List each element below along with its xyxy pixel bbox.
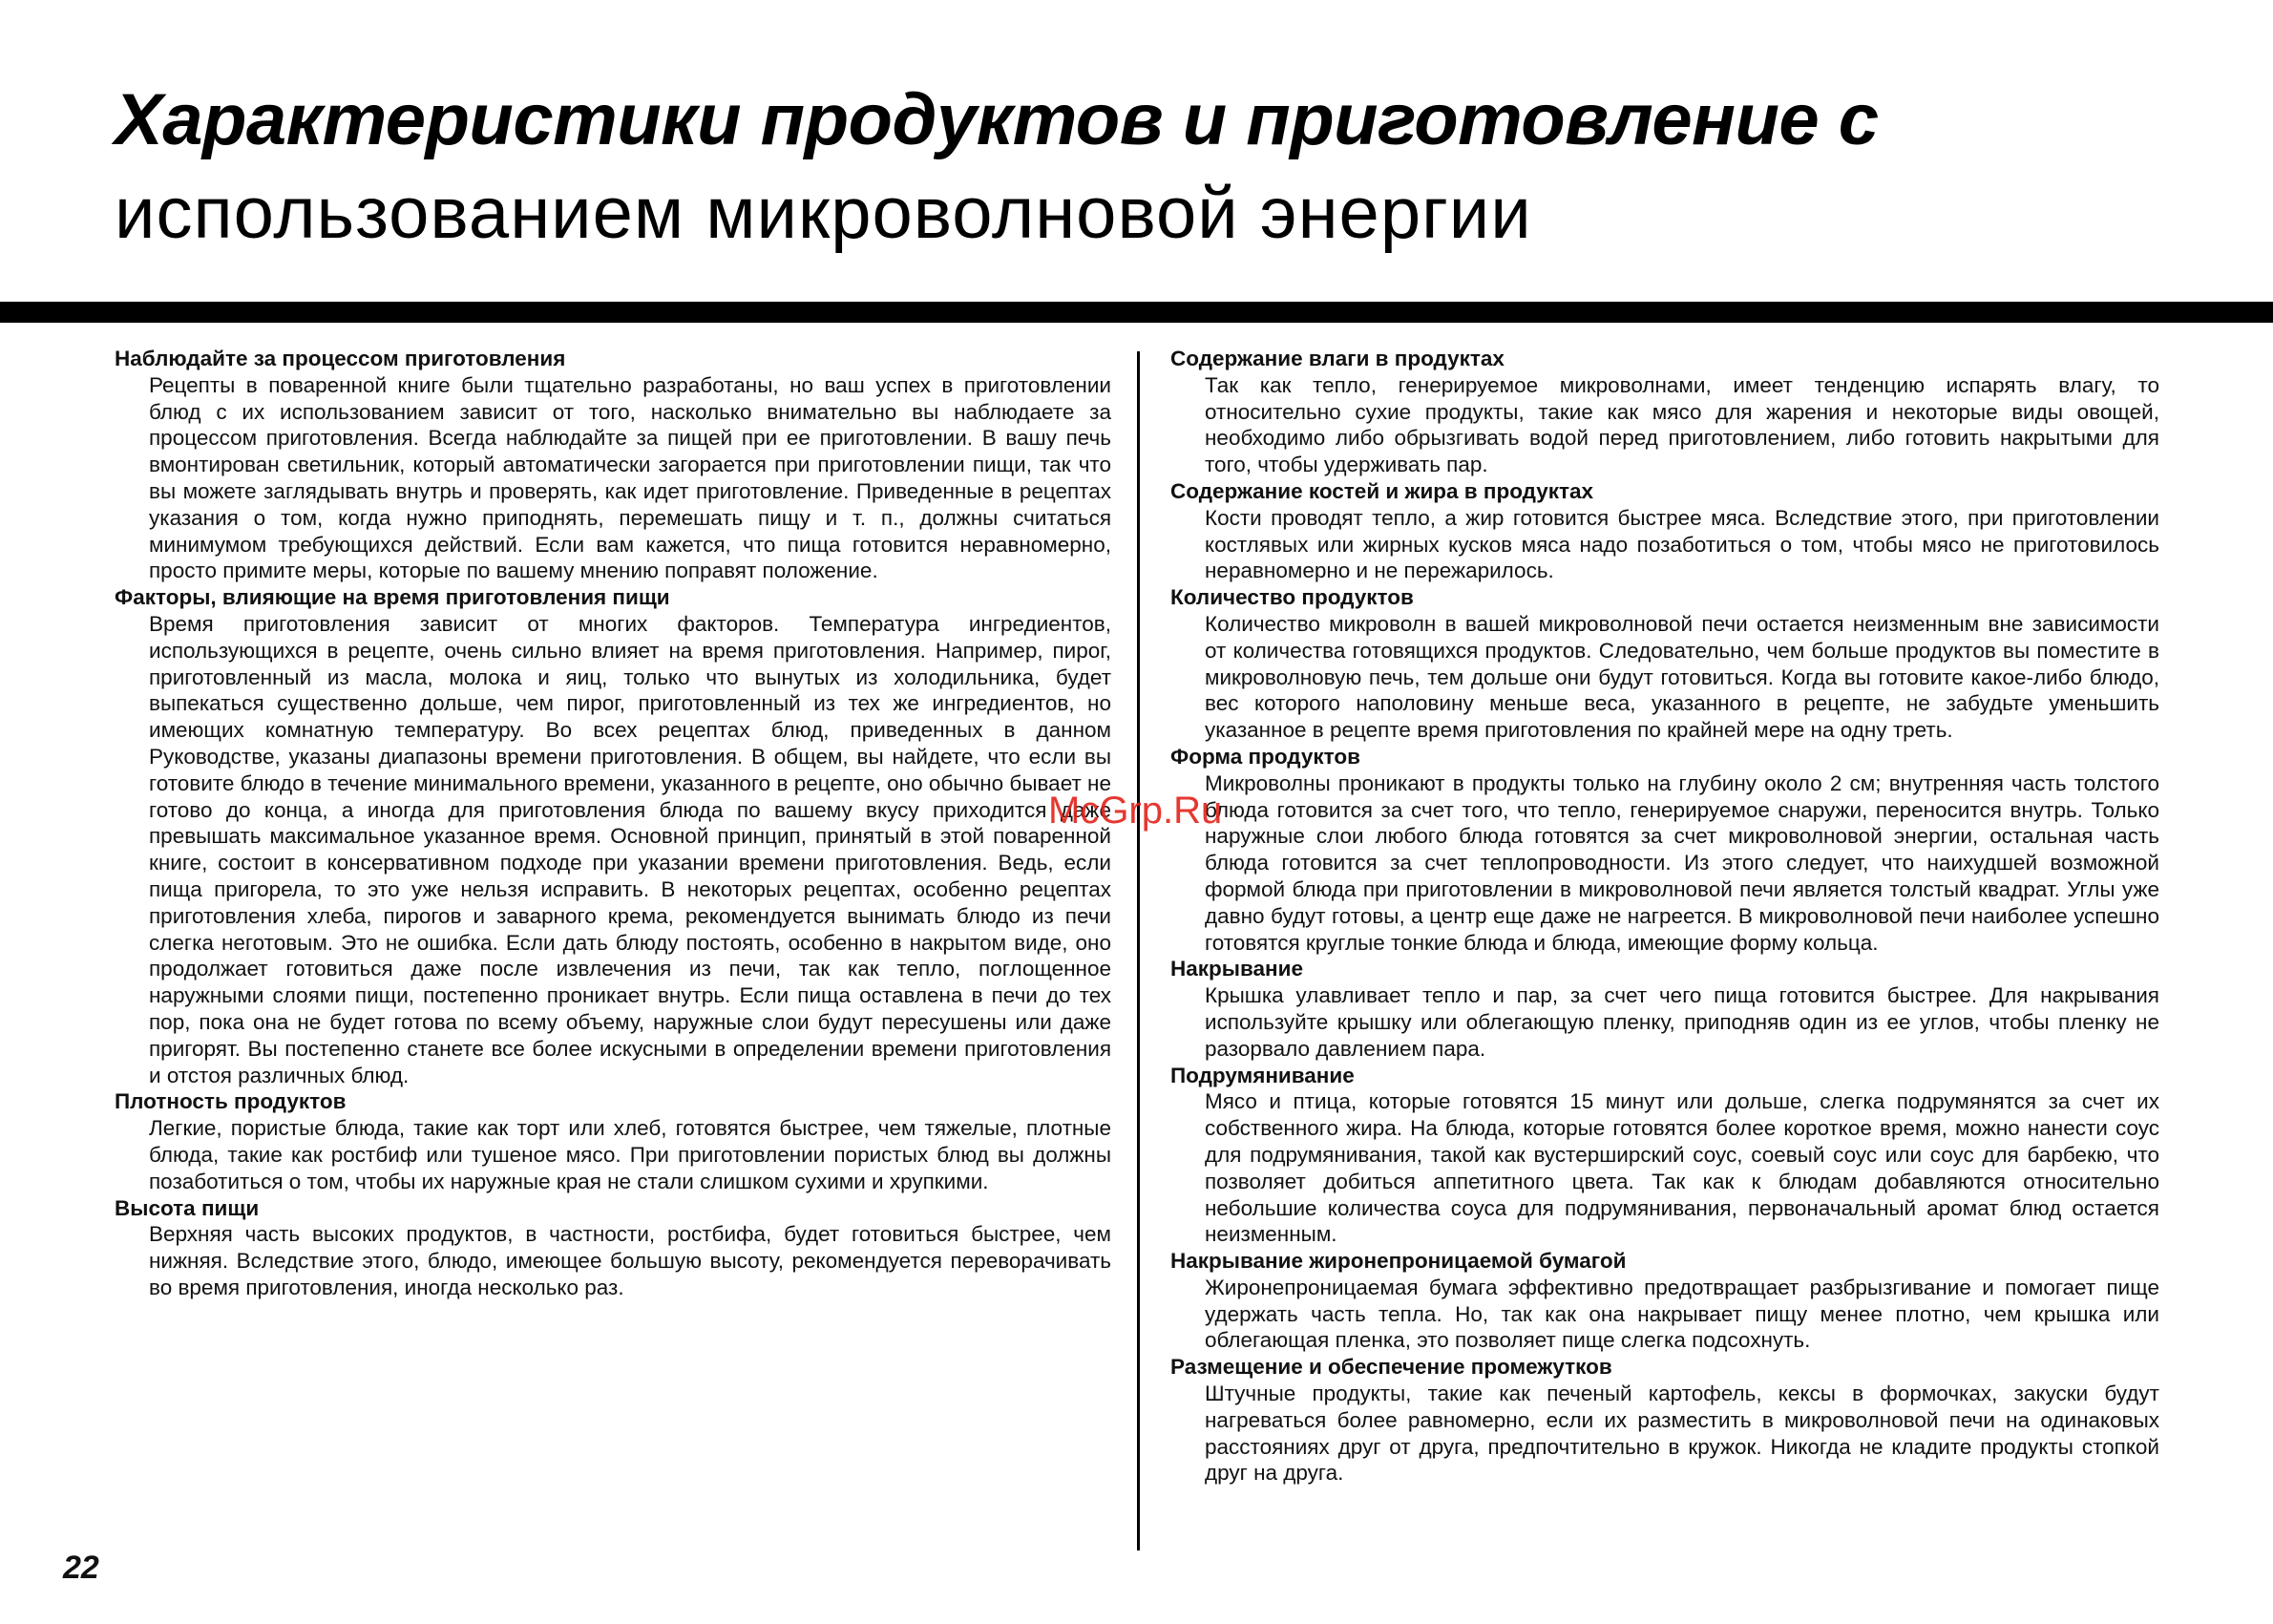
right-column	[1170, 346, 2159, 1487]
section-heading: Факторы, влияющие на время приготовления пищи	[115, 585, 670, 610]
section-text: Жиронепроницаемая бумага эффективно предотвращает разбрызгивание и помогает пище удержать часть тепла. Но, так как она накрывает пищу менее плотно, чем крышка или облегающая пленка, это позволяет пище слегка подсохнуть.	[1205, 1275, 2159, 1353]
page-title-line-2: использованием микроволновой энергии	[115, 173, 1532, 254]
section-heading: Количество продуктов	[1170, 585, 1414, 610]
page-title	[115, 74, 2215, 262]
section-waxed-paper	[1170, 1248, 2159, 1354]
section-heading: Наблюдайте за процессом приготовления	[115, 347, 566, 370]
section-bones-fat	[1170, 478, 2159, 584]
section-text: Так как тепло, генерируемое микроволнами, имеет тенденцию испарять влагу, то относительно сухие продукты, такие как мясо для жарения и некоторые виды овощей, необходимо либо обрызгивать водой перед приготовлением, либо готовить накрытыми для того, чтобы удерживать пар.	[1205, 372, 2159, 477]
section-food-shape	[1170, 744, 2159, 956]
section-text: Мясо и птица, которые готовятся 15 минут или дольше, слегка подрумянятся за счет их собственного жира. На блюда, которые готовятся более короткое время, можно нанести соус для подрумянивания, такой как вустерширский соус, соевый соус или соус для барбекю, что позволяет добиться аппетитного цвета. Так как к блюдам добавляются относительно небольшие количества соуса для подрумянивания, первоначальный аромат блюд остается неизменным.	[1205, 1089, 2159, 1247]
section-heading: Подрумянивание	[1170, 1063, 1355, 1087]
section-watch-cooking	[115, 346, 1111, 584]
column-divider	[1137, 351, 1140, 1550]
section-cooking-time-factors	[115, 584, 1111, 1088]
section-heading: Размещение и обеспечение промежутков	[1170, 1355, 1612, 1380]
section-food-density	[115, 1088, 1111, 1194]
section-heading: Содержание влаги в продуктах	[1170, 347, 1505, 370]
left-column	[115, 346, 1111, 1301]
section-food-height	[115, 1195, 1111, 1301]
section-browning	[1170, 1063, 2159, 1249]
section-heading: Накрывание жиронепроницаемой бумагой	[1170, 1249, 1627, 1274]
page-number: 22	[63, 1550, 99, 1586]
section-spacing	[1170, 1354, 2159, 1487]
section-heading: Содержание костей и жира в продуктах	[1170, 478, 1594, 503]
section-text: Время приготовления зависит от многих факторов. Температура ингредиентов, использующихся в рецепте, очень сильно влияет на время приготовления. Например, пирог, приготовленный из масла, молока и яиц, только что вынутых из холодильника, будет выпекаться существенно дольше, чем пирог, приготовленный из тех же ингредиентов, но имеющих комнатную температуру. Во всех рецептах блюд, приведенных в данном Руководстве, указаны диапазоны времени приготовления. В общем, вы найдете, что если вы готовите блюдо в течение минимального времени, указанного в рецепте, оно обычно бывает не готово до конца, а иногда для приготовления блюда по вашему вкусу приходится даже превышать максимальное указанное время. Основной принцип, принятый в этой поваренной книге, состоит в консервативном подходе при указании времени приготовления. Ведь, если пища пригорела, то это уже нельзя исправить. В некоторых рецептах, особенно рецептах приготовления хлеба, пирогов и заварного крема, рекомендуется вынимать блюдо из печи слегка неготовым. Это не ошибка. Если дать блюду постоять, особенно в накрытом виде, оно продолжает готовиться даже после извлечения из печи, так как тепло, поглощенное наружными слоями пищи, постепенно проникает внутрь. Если пища оставлена в печи до тех пор, пока она не будет готова по всему объему, наружные слои будут пересушены или даже пригорят. Вы постепенно станете все более искусными в определении времени приготовления и отстоя различных блюд.	[149, 611, 1111, 1087]
section-covering	[1170, 956, 2159, 1062]
watermark: McGrp.Ru	[1048, 790, 1223, 832]
section-heading: Плотность продуктов	[115, 1089, 347, 1114]
section-food-quantity	[1170, 584, 2159, 744]
section-text: Количество микроволн в вашей микроволновой печи остается неизменным вне зависимости от количества готовящихся продуктов. Следовательно, чем больше продуктов вы поместите в микроволновую печь, тем дольше они будут готовиться. Когда вы готовите какое-либо блюдо, вес которого наполовину меньше веса, указанного в рецепте, не забудьте уменьшить указанное в рецепте время приготовления по крайней мере на одну треть.	[1205, 611, 2159, 743]
section-text: Микроволны проникают в продукты только на глубину около 2 см; внутренняя часть толстого блюда готовится за счет того, что тепло, генерируемое снаружи, переносится внутрь. Только наружные слои любого блюда готовятся за счет микроволновой энергии, остальная часть блюда готовится за счет теплопроводности. Из этого следует, что наихудшей возможной формой блюда при приготовлении в микроволновой печи является толстый квадрат. Углы уже давно будут готовы, а центр еще даже не нагреется. В микроволновой печи наиболее успешно готовятся круглые тонкие блюда и блюда, имеющие форму кольца.	[1205, 770, 2159, 955]
section-text: Рецепты в поваренной книге были тщательно разработаны, но ваш успех в приготовлении блюд с их использованием зависит от того, насколько внимательно вы наблюдаете за процессом приготовления. Всегда наблюдайте за пищей при ее приготовлении. В вашу печь вмонтирован светильник, который автоматически загорается при приготовлении пищи, так что вы можете заглядывать внутрь и проверять, как идет приготовление. Приведенные в рецептах указания о том, когда нужно приподнять, перемешать пищу и т. п., должны считаться минимумом требующихся действий. Если вам кажется, что пища готовится неравномерно, просто примите меры, которые по вашему мнению поправят положение.	[149, 372, 1111, 583]
section-heading: Накрывание	[1170, 957, 1303, 981]
section-text: Штучные продукты, такие как печеный картофель, кексы в формочках, закуски будут нагреваться более равномерно, если их разместить в микроволновой печи на одинаковых расстояниях друг от друга, предпочтительно в кружок. Никогда не кладите продукты стопкой друг на друга.	[1205, 1381, 2159, 1486]
section-text: Крышка улавливает тепло и пар, за счет чего пища готовится быстрее. Для накрывания используйте крышку или облегающую пленку, приподняв один из ее углов, чтобы пленку не разорвало давлением пара.	[1205, 983, 2159, 1061]
section-heading: Высота пищи	[115, 1195, 260, 1220]
section-heading: Форма продуктов	[1170, 744, 1360, 769]
section-moisture-content	[1170, 346, 2159, 478]
section-text: Верхняя часть высоких продуктов, в частности, ростбифа, будет готовиться быстрее, чем нижняя. Вследствие этого, блюдо, имеющее большую высоту, рекомендуется переворачивать во время приготовления, иногда несколько раз.	[149, 1222, 1111, 1299]
section-text: Кости проводят тепло, а жир готовится быстрее мяса. Вследствие этого, при приготовлении костлявых или жирных кусков мяса надо позаботиться о том, чтобы мясо не приготовилось неравномерно и не пережарилось.	[1205, 505, 2159, 583]
title-divider-bar	[0, 302, 2273, 323]
page-title-line-1: Характеристики продуктов и приготовление с	[115, 79, 1879, 160]
section-text: Легкие, пористые блюда, такие как торт или хлеб, готовятся быстрее, чем тяжелые, плотные блюда, такие как ростбиф или тушеное мясо. При приготовлении пористых блюд вы должны позаботиться о том, чтобы их наружные края не стали слишком сухими и хрупкими.	[149, 1116, 1111, 1193]
